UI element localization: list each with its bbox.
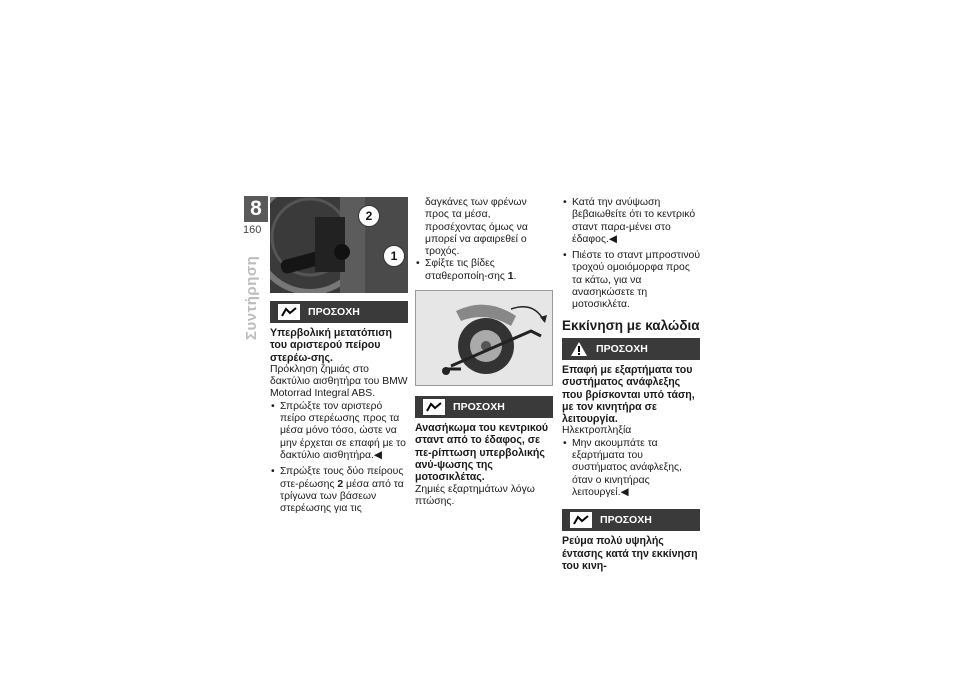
list-item: • Πιέστε το σταντ μπροστινού τροχού ομοιόμορφα προς τα κάτω, για να ανασηκώσετε τη μοτοσικλέτα. — [562, 250, 700, 311]
column-3 — [562, 197, 700, 572]
warning-bar — [562, 338, 700, 360]
column-2 — [415, 197, 553, 508]
list-item: • Κατά την ανύψωση βεβαιωθείτε ότι το κεντρικό σταντ παρα-μένει στο έδαφος.◀ — [562, 197, 700, 246]
caution-icon — [570, 512, 592, 528]
page-number: 160 — [243, 224, 262, 236]
warning-title: Ρεύμα πολύ υψηλής έντασης κατά την εκκίνηση του κινη- — [562, 535, 698, 572]
list-item: • Σπρώξτε τον αριστερό πείρο στερέωσης προς τα μέσα μόνο τόσο, ώστε να μην έρχεται σε επαφή με το δακτύλιο αισθητήρα.◀ — [270, 401, 408, 462]
callout-1: 1 — [383, 245, 405, 267]
caution-icon — [278, 304, 300, 320]
callout-2: 2 — [358, 205, 380, 227]
warning-title: Υπερβολική μετατόπιση του αριστερού πείρου στερέω-σης. — [270, 327, 392, 364]
stand-photo — [270, 197, 408, 293]
warning-text: Ηλεκτροπληξία — [562, 425, 632, 437]
warning-bar — [415, 396, 553, 418]
warning-triangle-icon — [570, 341, 588, 357]
warning-bar — [270, 301, 408, 323]
warning-title: Επαφή με εξαρτήματα του συστήματος ανάφλεξης που βρίσκονται υπό τάση, με τον κινητήρα σε λειτουργία. — [562, 363, 695, 426]
warning-label: ΠΡΟΣΟΧΗ — [600, 514, 652, 527]
list-item: • Μην ακουμπάτε τα εξαρτήματα του συστήματος ανάφλεξης, όταν ο κινητήρας λειτουργεί.◀ — [562, 438, 700, 499]
front-stand-photo — [415, 290, 553, 386]
list-item: • Σφίξτε τις βίδες σταθεροποίη-σης 1. — [415, 258, 553, 283]
caution-icon — [423, 399, 445, 415]
list-item: • Σπρώξτε τους δύο πείρους στε-ρέωσης 2 μέσα από τα τρίγωνα των βάσεων στερέωσης για τις — [270, 466, 408, 515]
front-stand-illustration — [416, 291, 552, 385]
chapter-title: Συντήρηση — [243, 255, 260, 340]
column-1 — [270, 197, 408, 515]
warning-title: Ανασήκωμα του κεντρικού σταντ από το έδαφος, σε πε-ρίπτωση υπερβολικής ανύ-ψωσης της μοτοσικλέτας. — [415, 422, 549, 484]
continuation-text: δαγκάνες των φρένων προς τα μέσα, προσέχοντας όμως να μπορεί να αφαιρεθεί ο τροχός. — [425, 197, 528, 258]
warning-bar — [562, 509, 700, 531]
warning-label: ΠΡΟΣΟΧΗ — [453, 400, 505, 413]
section-heading: Εκκίνηση με καλώδια — [562, 317, 700, 333]
stand-illustration — [270, 197, 408, 293]
chapter-number: 8 — [244, 196, 268, 222]
warning-label: ΠΡΟΣΟΧΗ — [596, 342, 648, 355]
warning-label: ΠΡΟΣΟΧΗ — [308, 305, 360, 318]
warning-text: Ζημιές εξαρτημάτων λόγω πτώσης. — [415, 483, 535, 507]
warning-text: Πρόκληση ζημιάς στο δακτύλιο αισθητήρα του BMW Motorrad Integral ABS. — [270, 363, 408, 400]
